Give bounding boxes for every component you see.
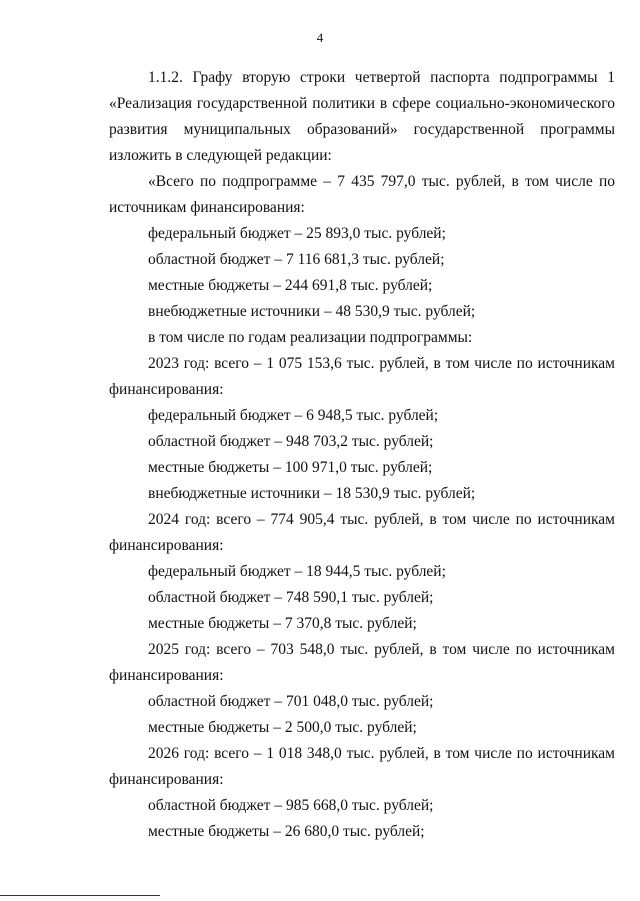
list-item: местные бюджеты – 100 971,0 тыс. рублей; xyxy=(148,459,433,476)
list-item: областной бюджет – 748 590,1 тыс. рублей; xyxy=(148,589,434,606)
list-item: федеральный бюджет – 6 948,5 тыс. рублей; xyxy=(148,407,439,424)
paragraph-line: «Реализация государственной политики в сфере социально-экономического xyxy=(109,95,615,112)
paragraph-line: финансирования: xyxy=(109,537,224,554)
year-line: 2023 год: всего – 1 075 153,6 тыс. рублей, в том числе по источникам xyxy=(148,355,615,372)
paragraph-line: 1.1.2. Графу вторую строки четвертой паспорта подпрограммы 1 xyxy=(148,69,615,86)
list-item: внебюджетные источники – 48 530,9 тыс. рублей; xyxy=(148,303,476,320)
paragraph-line: «Всего по подпрограмме – 7 435 797,0 тыс. рублей, в том числе по xyxy=(148,173,615,190)
list-item: местные бюджеты – 244 691,8 тыс. рублей; xyxy=(148,277,433,294)
list-item: областной бюджет – 7 116 681,3 тыс. рублей; xyxy=(148,251,445,268)
year-line: 2026 год: всего – 1 018 348,0 тыс. рублей, в том числе по источникам xyxy=(148,745,615,762)
paragraph-line: источникам финансирования: xyxy=(109,199,305,216)
list-item: областной бюджет – 948 703,2 тыс. рублей; xyxy=(148,433,434,450)
year-line: 2024 год: всего – 774 905,4 тыс. рублей, в том числе по источникам xyxy=(148,511,615,528)
list-item: внебюджетные источники – 18 530,9 тыс. рублей; xyxy=(148,485,476,502)
paragraph-line: развития муниципальных образований» государственной программы xyxy=(109,121,615,138)
page-number: 4 xyxy=(316,30,324,45)
list-item: областной бюджет – 701 048,0 тыс. рублей; xyxy=(148,693,434,710)
year-line: 2025 год: всего – 703 548,0 тыс. рублей, в том числе по источникам xyxy=(148,641,615,658)
bottom-divider xyxy=(0,895,160,896)
list-item: федеральный бюджет – 25 893,0 тыс. рублей; xyxy=(148,225,446,242)
list-item: федеральный бюджет – 18 944,5 тыс. рублей; xyxy=(148,563,446,580)
paragraph-line: финансирования: xyxy=(109,381,224,398)
paragraph-line: финансирования: xyxy=(109,667,224,684)
list-item: областной бюджет – 985 668,0 тыс. рублей; xyxy=(148,797,434,814)
paragraph-line: финансирования: xyxy=(109,771,224,788)
list-item: местные бюджеты – 2 500,0 тыс. рублей; xyxy=(148,719,417,736)
list-item: местные бюджеты – 26 680,0 тыс. рублей; xyxy=(148,823,425,840)
list-item: в том числе по годам реализации подпрограммы: xyxy=(148,329,473,346)
paragraph-line: изложить в следующей редакции: xyxy=(109,147,332,164)
list-item: местные бюджеты – 7 370,8 тыс. рублей; xyxy=(148,615,417,632)
